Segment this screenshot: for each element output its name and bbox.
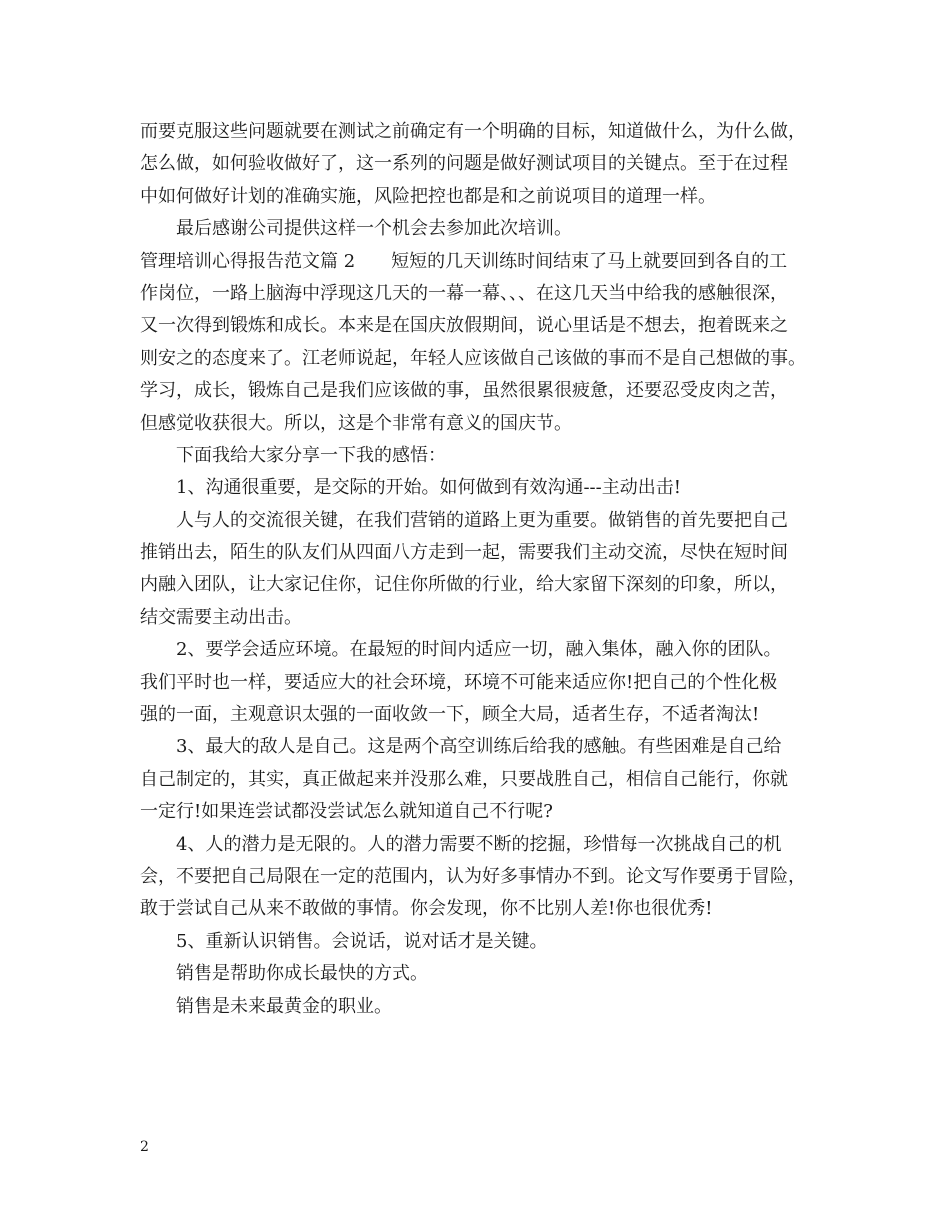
text-line: 内融入团队，让大家记住你，记住你所做的行业，给大家留下深刻的印象，所以， [140, 574, 788, 596]
text-line: 但感觉收获很大。所以，这是个非常有意义的国庆节。 [140, 412, 572, 434]
text-line: 管理培训心得报告范文篇 2 短短的几天训练时间结束了马上就要回到各自的工 [140, 250, 788, 272]
text-line: 销售是帮助你成长最快的方式。 [176, 963, 428, 985]
text-line: 而要克服这些问题就要在测试之前确定有一个明确的目标，知道做什么，为什么做， [140, 121, 806, 142]
text-line: 敢于尝试自己从来不敢做的事情。你会发现，你不比别人差!你也很优秀! [140, 898, 713, 920]
text-line: 一定行!如果连尝试都没尝试怎么就知道自己不行呢? [140, 801, 553, 823]
text-line: 怎么做，如何验收做好了，这一系列的问题是做好测试项目的关键点。至于在过程 [140, 153, 788, 175]
text-line: 结交需要主动出击。 [140, 606, 302, 628]
text-line: 中如何做好计划的准确实施，风险把控也都是和之前说项目的道理一样。 [140, 185, 716, 207]
text-line: 3、最大的敌人是自己。这是两个高空训练后给我的感触。有些困难是自己给 [176, 736, 782, 758]
document-body [140, 116, 840, 1023]
text-line: 会，不要把自己局限在一定的范围内，认为好多事情办不到。论文写作要勇于冒险， [140, 865, 806, 887]
text-line: 销售是未来最黄金的职业。 [176, 995, 392, 1017]
text-line: 2、要学会适应环境。在最短的时间内适应一切，融入集体，融入你的团队。 [176, 639, 782, 661]
text-line: 1、沟通很重要，是交际的开始。如何做到有效沟通---主动出击! [176, 477, 681, 499]
text-line: 则安之的态度来了。江老师说起，年轻人应该做自己该做的事而不是自己想做的事。 [140, 347, 806, 369]
text-line: 4、人的潜力是无限的。人的潜力需要不断的挖掘，珍惜每一次挑战自己的机 [176, 833, 782, 855]
text-line: 推销出去，陌生的队友们从四面八方走到一起，需要我们主动交流，尽快在短时间 [140, 542, 788, 564]
text-line: 最后感谢公司提供这样一个机会去参加此次培训。 [176, 218, 572, 240]
text-line: 自己制定的，其实，真正做起来并没那么难，只要战胜自己，相信自己能行，你就 [140, 768, 788, 790]
text-line: 5、重新认识销售。会说话，说对话才是关键。 [176, 930, 548, 952]
text-line: 又一次得到锻炼和成长。本来是在国庆放假期间，说心里话是不想去，抱着既来之 [140, 315, 788, 337]
text-line: 人与人的交流很关键，在我们营销的道路上更为重要。做销售的首先要把自己 [176, 509, 788, 531]
text-line: 我们平时也一样，要适应大的社会环境，环境不可能来适应你!把自己的个性化极 [140, 671, 778, 693]
text-line: 学习，成长，锻炼自己是我们应该做的事，虽然很累很疲惫，还要忍受皮肉之苦， [140, 380, 788, 402]
page-number: 2 [140, 1139, 149, 1155]
text-line: 下面我给大家分享一下我的感悟： [176, 444, 446, 466]
text-line: 作岗位，一路上脑海中浮现这几天的一幕一幕、、、在这几天当中给我的感触很深， [140, 282, 788, 304]
text-line: 强的一面，主观意识太强的一面收敛一下，顾全大局，适者生存，不适者淘汰! [140, 704, 760, 726]
